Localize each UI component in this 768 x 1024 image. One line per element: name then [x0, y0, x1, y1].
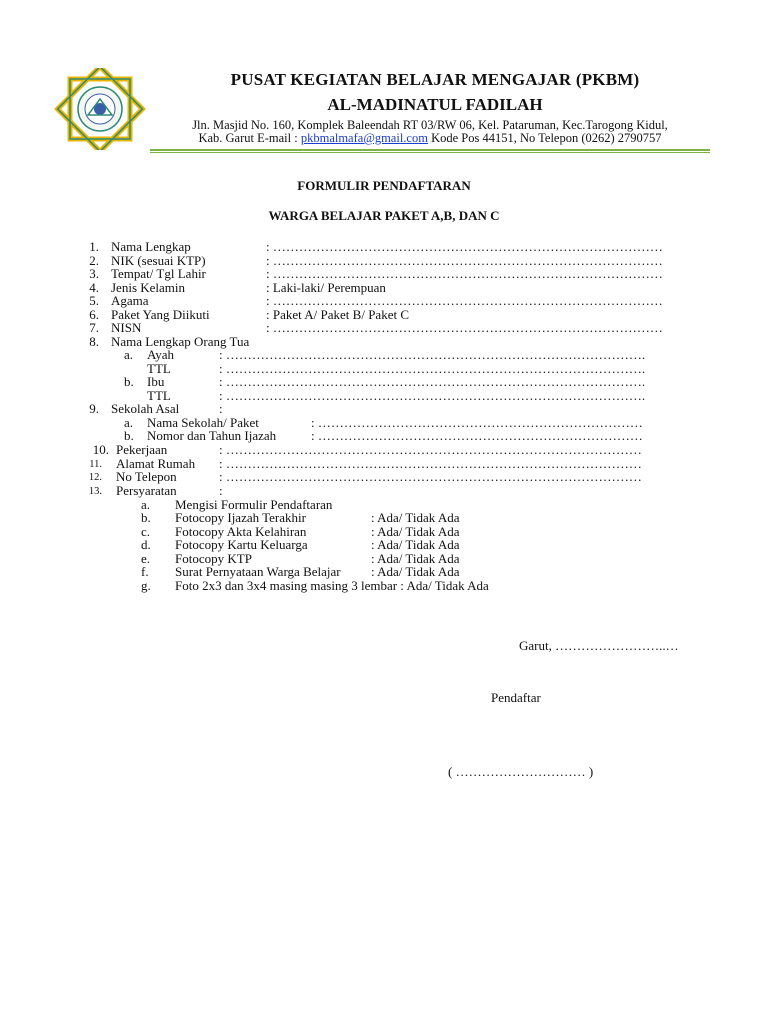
- parent-value[interactable]: : …………………………………………………………………………………….: [219, 360, 646, 376]
- field-value[interactable]: : ………………………………………………………………………………: [266, 266, 663, 281]
- field-number: 13.: [88, 486, 102, 497]
- requirement-letter: g.: [141, 578, 151, 593]
- field-label: Persyaratan: [116, 483, 177, 498]
- parent-label: TTL: [147, 360, 171, 376]
- field-number: 8.: [89, 333, 99, 349]
- field-label: Nama Lengkap: [111, 239, 191, 254]
- requirement-letter: c.: [141, 523, 151, 539]
- school-label: Sekolah Asal: [111, 401, 180, 416]
- header-divider-thin: [150, 152, 710, 153]
- parent-label: Ayah: [147, 347, 174, 362]
- field-number: 7.: [89, 320, 99, 335]
- field-value[interactable]: : ……………………………………………………………………………………: [219, 469, 642, 484]
- field-number: 12.: [88, 472, 102, 483]
- parent-letter: a.: [124, 347, 134, 362]
- header-divider: [150, 149, 710, 151]
- field-number: 3.: [89, 266, 99, 281]
- parent-value[interactable]: : …………………………………………………………………………………….: [219, 347, 646, 362]
- requirement-status[interactable]: : Ada/ Tidak Ada: [371, 537, 460, 552]
- parent-value[interactable]: : …………………………………………………………………………………….: [219, 374, 646, 389]
- requirement-letter: e.: [141, 550, 151, 566]
- field-value[interactable]: : ……………………………………………………………………………………: [219, 455, 642, 471]
- field-number: 11.: [89, 458, 102, 470]
- signer-role: Pendaftar: [491, 690, 541, 705]
- parent-label: Ibu: [147, 374, 165, 389]
- institution-title: PUSAT KEGIATAN BELAJAR MENGAJAR (PKBM): [230, 70, 640, 89]
- field-label: NIK (sesuai KTP): [111, 252, 206, 268]
- school-item-label: Nama Sekolah/ Paket: [147, 414, 259, 430]
- field-label: Jenis Kelamin: [111, 279, 186, 295]
- field-number: 2.: [89, 252, 99, 268]
- field-value[interactable]: : Laki-laki/ Perempuan: [266, 279, 386, 295]
- requirement-letter: d.: [141, 537, 151, 552]
- school-letter: a.: [124, 414, 134, 430]
- field-number: 4.: [89, 279, 99, 295]
- field-value[interactable]: : ………………………………………………………………………………: [266, 320, 663, 335]
- field-label: Agama: [111, 293, 149, 308]
- requirement-status[interactable]: : Ada/ Tidak Ada: [371, 510, 460, 525]
- requirement-text[interactable]: Foto 2x3 dan 3x4 masing masing 3 lembar : Ada/ Tidak Ada: [175, 578, 489, 593]
- form-title: FORMULIR PENDAFTARAN: [297, 178, 471, 193]
- school-item-value[interactable]: : …………………………………………………………………: [311, 428, 643, 443]
- pkbm-logo: [52, 68, 148, 150]
- requirement-letter: f.: [141, 564, 149, 579]
- field-label: Tempat/ Tgl Lahir: [111, 266, 206, 281]
- field-value[interactable]: : ……………………………………………………………………………………: [219, 442, 642, 457]
- parent-label: TTL: [147, 387, 171, 403]
- school-colon: :: [219, 401, 223, 416]
- address-line-1: Jln. Masjid No. 160, Komplek Baleendah RT 03/RW 06, Kel. Pataruman, Kec.Tarogong Kidul,: [192, 118, 668, 132]
- field-label: Paket Yang Diikuti: [111, 306, 210, 322]
- form-subtitle: WARGA BELAJAR PAKET A,B, DAN C: [268, 208, 500, 223]
- field-value[interactable]: : Paket A/ Paket B/ Paket C: [266, 306, 409, 322]
- parent-value[interactable]: : …………………………………………………………………………………….: [219, 387, 646, 403]
- school-item-value[interactable]: : …………………………………………………………………: [311, 414, 643, 430]
- requirement-text: Fotocopy Ijazah Terakhir: [175, 510, 306, 525]
- field-label: Alamat Rumah: [116, 455, 196, 471]
- requirement-letter: a.: [141, 496, 151, 512]
- requirement-status[interactable]: : Ada/ Tidak Ada: [371, 564, 460, 579]
- field-value: :: [219, 483, 223, 498]
- field-value[interactable]: : ………………………………………………………………………………: [266, 239, 663, 254]
- address-prefix: Kab. Garut E-mail :: [198, 131, 301, 145]
- requirement-status[interactable]: : Ada/ Tidak Ada: [371, 523, 460, 539]
- place-date[interactable]: Garut, ……………………..…: [519, 638, 679, 653]
- parent-letter: b.: [124, 374, 134, 389]
- field-label: Pekerjaan: [116, 442, 168, 457]
- requirement-status[interactable]: : Ada/ Tidak Ada: [371, 550, 460, 566]
- school-item-label: Nomor dan Tahun Ijazah: [147, 428, 277, 443]
- school-letter: b.: [124, 428, 134, 443]
- address-line-2: [150, 131, 710, 145]
- requirement-text: Mengisi Formulir Pendaftaran: [175, 496, 333, 512]
- field-number: 10.: [92, 442, 109, 457]
- requirement-letter: b.: [141, 510, 151, 525]
- institution-name: AL-MADINATUL FADILAH: [327, 95, 543, 114]
- field-value[interactable]: : ………………………………………………………………………………: [266, 252, 663, 268]
- email-link[interactable]: pkbmalmafa@gmail.com: [300, 131, 428, 145]
- field-label: NISN: [111, 320, 142, 335]
- field-number: 5.: [89, 293, 99, 308]
- address-suffix: Kode Pos 44151, No Telepon (0262) 2790757: [427, 131, 662, 145]
- requirement-text: Fotocopy Kartu Keluarga: [175, 537, 308, 552]
- signer-name-line[interactable]: ( ………………………… ): [448, 764, 594, 779]
- field-number: 1.: [89, 239, 99, 254]
- requirement-text: Fotocopy KTP: [175, 550, 252, 566]
- field-number: 9.: [89, 401, 99, 416]
- field-number: 6.: [89, 306, 99, 322]
- field-label: Nama Lengkap Orang Tua: [111, 333, 250, 349]
- requirement-text: Fotocopy Akta Kelahiran: [175, 523, 307, 539]
- field-value[interactable]: : ………………………………………………………………………………: [266, 293, 663, 308]
- requirement-text: Surat Pernyataan Warga Belajar: [175, 564, 341, 579]
- field-label: No Telepon: [116, 469, 177, 484]
